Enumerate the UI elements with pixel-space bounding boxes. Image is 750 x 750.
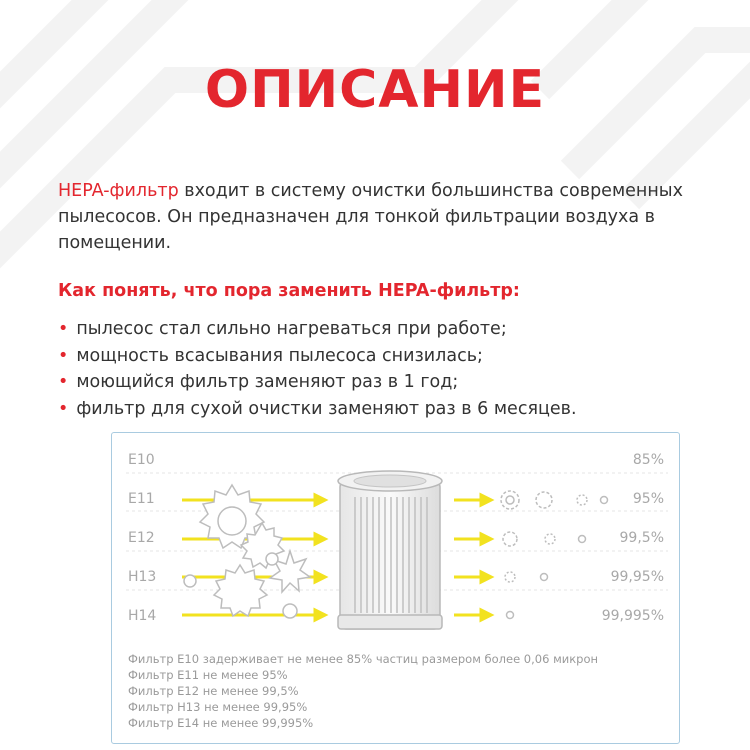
gear-particle-icon — [503, 532, 517, 546]
gear-particle-icon — [577, 495, 587, 505]
replace-reasons-list — [58, 316, 748, 422]
particles-right — [501, 491, 608, 619]
row-percent-h13: 99,95% — [610, 569, 664, 585]
filter-notes — [128, 651, 598, 731]
bullet-dot-icon: • — [58, 345, 69, 366]
note-line: Фильтр E11 не менее 95% — [128, 668, 288, 682]
gear-particle-core-icon — [218, 507, 246, 535]
replace-heading: Как понять, что пора заменить HEPA-фильтр: — [58, 281, 520, 301]
row-label-e12: E12 — [128, 530, 155, 546]
list-item: • моющийся фильтр заменяют раз в 1 год; — [58, 372, 459, 392]
hepa-filter-icon — [338, 471, 442, 629]
row-percent-e11: 95% — [632, 491, 664, 507]
note-line: Фильтр E10 задерживает не менее 85% частиц размером более 0,06 микрон — [128, 652, 599, 666]
row-label-e11: E11 — [128, 491, 155, 507]
gear-particle-icon — [536, 492, 552, 508]
list-item: • пылесос стал сильно нагреваться при работе; — [58, 319, 507, 339]
intro-paragraph — [58, 178, 738, 256]
small-particle-icon — [541, 574, 548, 581]
row-label-e10: E10 — [128, 452, 155, 468]
small-particle-icon — [507, 612, 514, 619]
filter-diagram — [111, 432, 680, 744]
note-line: Фильтр H13 не менее 99,95% — [128, 700, 308, 714]
intro-text: входит в систему очистки большинства современных пылесосов. Он предназначен для тонкой фильтрации воздуха в помещении. — [58, 181, 683, 253]
bullet-dot-icon: • — [58, 398, 69, 419]
gear-particle-core-icon — [506, 496, 514, 504]
row-label-h14: H14 — [128, 608, 157, 624]
note-line: Фильтр E14 не менее 99,995% — [128, 716, 314, 730]
note-line: Фильтр E12 не менее 99,5% — [128, 684, 299, 698]
outflow-arrows — [454, 500, 490, 615]
row-percent-e10: 85% — [632, 452, 664, 468]
small-particle-icon — [266, 553, 278, 565]
list-item: • фильтр для сухой очистки заменяют раз в 6 месяцев. — [58, 398, 577, 419]
row-percent-h14: 99,995% — [601, 608, 664, 624]
row-label-h13: H13 — [128, 569, 157, 585]
small-particle-icon — [184, 575, 196, 587]
page-title: ОПИСАНИЕ — [204, 60, 546, 120]
intro-highlight: HEPA-фильтр — [58, 181, 179, 201]
bullet-dot-icon: • — [58, 372, 69, 392]
row-percent-e12: 99,5% — [619, 530, 664, 546]
filter-diagram-graphic — [112, 433, 678, 643]
gear-particle-icon — [214, 565, 267, 616]
particles-left — [184, 485, 310, 618]
small-particle-icon — [579, 536, 586, 543]
small-particle-icon — [283, 604, 297, 618]
small-particle-icon — [601, 497, 608, 504]
list-item: • мощность всасывания пылесоса снизилась; — [58, 345, 483, 366]
gear-particle-icon — [505, 572, 515, 582]
bullet-dot-icon: • — [58, 319, 69, 339]
gear-particle-icon — [545, 534, 555, 544]
